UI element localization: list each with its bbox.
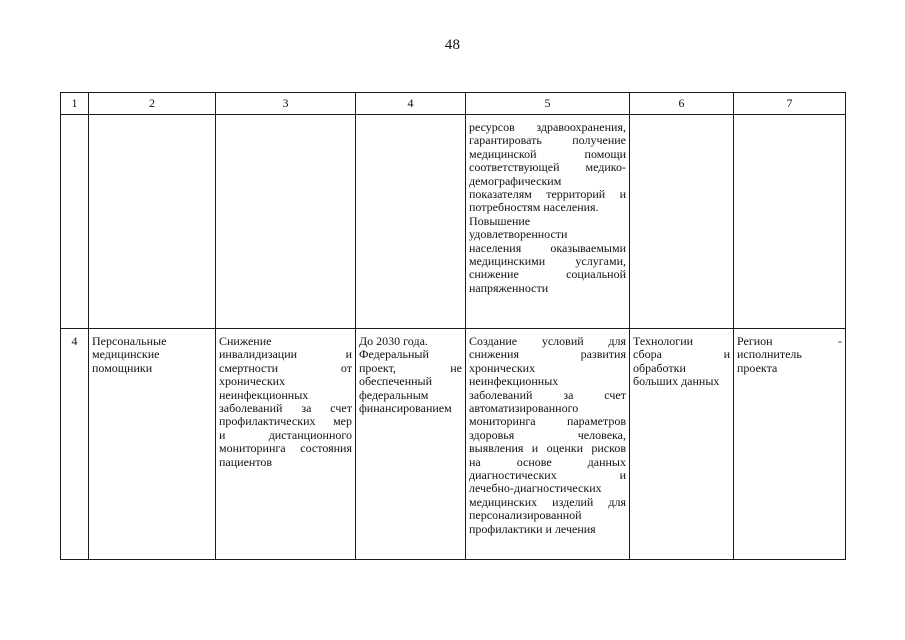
text-line: инвалидизации и	[219, 347, 352, 362]
project-timeline	[359, 335, 462, 415]
text-line: выявления и оценки рисков	[469, 441, 626, 456]
text-line: гарантировать получение	[469, 133, 626, 148]
project-technology	[633, 335, 730, 389]
text-line: обработки	[633, 360, 686, 375]
text-line: пациентов	[219, 454, 273, 469]
text-line: проект, не	[359, 360, 462, 375]
row1-cell-name	[89, 115, 216, 329]
text-line: здоровья человека,	[469, 427, 626, 442]
text-line: неинфекционных	[469, 374, 559, 389]
text-line: мониторинга параметров	[469, 414, 626, 429]
text-line: показателям территорий и	[469, 187, 626, 202]
text-line: больших данных	[633, 374, 720, 389]
row2-cell-name	[89, 329, 216, 560]
project-description	[469, 335, 626, 536]
row1-cell-executor	[734, 115, 846, 329]
text-line: мониторинга состояния	[219, 441, 352, 456]
header-cell-5: 5	[466, 93, 630, 115]
document-table	[60, 92, 846, 560]
text-line: Федеральный	[359, 347, 429, 362]
row2-cell-description	[466, 329, 630, 560]
row1-cell-technology	[630, 115, 734, 329]
row-number: 4	[61, 329, 89, 560]
text-line: исполнитель	[737, 347, 802, 362]
table-row-4	[61, 329, 846, 560]
text-line: населения оказываемыми	[469, 240, 626, 255]
row2-cell-goal	[216, 329, 356, 560]
text-line: Регион -	[737, 334, 842, 348]
text-line: снижение социальной	[469, 267, 626, 282]
text-line: Персональные	[92, 334, 167, 348]
text-line: хронических	[469, 360, 536, 375]
text-line: персонализированной	[469, 508, 582, 523]
header-cell-4: 4	[356, 93, 466, 115]
text-line: на основе данных	[469, 454, 626, 469]
text-line: хронических	[219, 374, 286, 389]
header-cell-2: 2	[89, 93, 216, 115]
table-header-row	[61, 93, 846, 115]
project-name	[92, 335, 212, 375]
header-cell-6: 6	[630, 93, 734, 115]
text-line: Создание условий для	[469, 334, 626, 348]
text-line: потребностям населения.	[469, 200, 599, 215]
row1-cell-description	[466, 115, 630, 329]
text-line: напряженности	[469, 280, 549, 295]
text-line: лечебно-диагностических	[469, 481, 602, 496]
row1-cell-number	[61, 115, 89, 329]
text-line: федеральным	[359, 387, 429, 402]
project-executor	[737, 335, 842, 375]
text-line: медицинские	[92, 347, 160, 362]
text-line: финансированием	[359, 401, 452, 416]
text-line: удовлетворенности	[469, 227, 568, 242]
row2-cell-executor	[734, 329, 846, 560]
table-row-continuation	[61, 115, 846, 329]
text-line: проекта	[737, 360, 778, 375]
text-line: ресурсов здравоохранения,	[469, 120, 626, 134]
row1-description-text	[469, 121, 626, 295]
page-number: 48	[444, 37, 461, 53]
text-line: медицинскими услугами,	[469, 254, 626, 269]
text-line: заболеваний за счет	[219, 401, 352, 416]
text-line: профилактики и лечения	[469, 521, 596, 536]
row1-cell-goal	[216, 115, 356, 329]
text-line: профилактических мер	[219, 414, 352, 429]
text-line: неинфекционных	[219, 387, 309, 402]
text-line: медицинских изделий для	[469, 494, 626, 509]
text-line: снижения развития	[469, 347, 626, 362]
text-line: помощники	[92, 360, 153, 375]
text-line: Снижение	[219, 334, 272, 348]
text-line: заболеваний за счет	[469, 387, 626, 402]
text-line: До 2030 года.	[359, 334, 428, 348]
text-line: автоматизированного	[469, 401, 579, 416]
header-cell-7: 7	[734, 93, 846, 115]
text-line: демографическим	[469, 173, 562, 188]
row1-cell-timeline	[356, 115, 466, 329]
header-cell-1: 1	[61, 93, 89, 115]
text-line: и дистанционного	[219, 427, 352, 442]
project-goal	[219, 335, 352, 469]
header-cell-3: 3	[216, 93, 356, 115]
text-line: смертности от	[219, 360, 352, 375]
text-line: диагностических и	[469, 468, 626, 483]
text-line: сбора и	[633, 347, 730, 362]
text-line: Технологии	[633, 334, 694, 348]
row2-cell-timeline	[356, 329, 466, 560]
row2-cell-technology	[630, 329, 734, 560]
text-line: обеспеченный	[359, 374, 433, 389]
text-line: Повышение	[469, 213, 531, 228]
text-line: соответствующей медико-	[469, 160, 626, 175]
text-line: медицинской помощи	[469, 146, 626, 161]
